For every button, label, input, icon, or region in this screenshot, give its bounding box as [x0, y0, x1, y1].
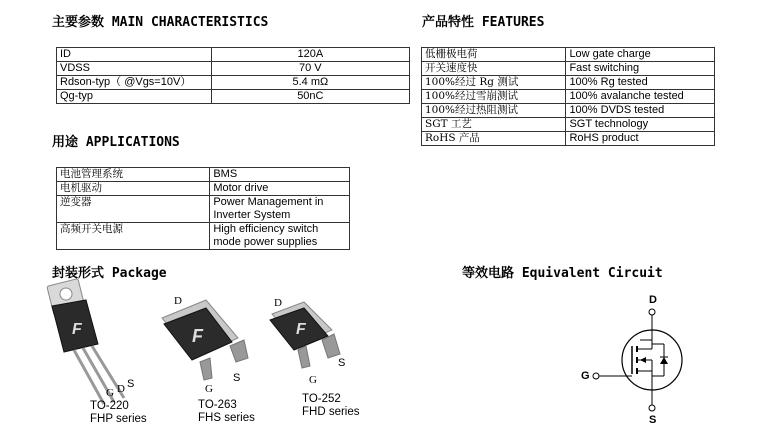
to252-pin-d: D: [274, 297, 282, 309]
feature-cn-cell: 100%经过雪崩测试: [422, 90, 566, 104]
svg-text:F: F: [296, 321, 306, 338]
application-cn-cell: 电池管理系统: [57, 168, 210, 182]
to252-series: FHD series: [302, 406, 360, 418]
features-table: [421, 47, 715, 146]
table-row: [422, 104, 715, 118]
table-row: [422, 48, 715, 62]
application-cn-cell: 高频开关电源: [57, 223, 210, 250]
svg-text:F: F: [72, 321, 82, 338]
table-row: [57, 223, 350, 250]
to252-pin-g: G: [309, 374, 317, 386]
mosfet-circuit-symbol: [590, 300, 700, 420]
to220-name: TO-220: [90, 400, 129, 412]
param-cell: ID: [57, 48, 212, 62]
feature-en-cell: Low gate charge: [566, 48, 715, 62]
features-heading: 产品特性 FEATURES: [422, 15, 545, 30]
to252-package-image: [270, 302, 340, 368]
main-characteristics-heading: 主要参数 MAIN CHARACTERISTICS: [52, 15, 269, 30]
to263-pin-d: D: [174, 295, 182, 307]
package-heading: 封装形式 Package: [52, 266, 167, 281]
value-cell: 70 V: [211, 62, 409, 76]
applications-heading: 用途 APPLICATIONS: [52, 135, 180, 150]
to220-package-image: [47, 279, 124, 404]
to252-name: TO-252: [302, 393, 341, 405]
feature-en-cell: 100% avalanche tested: [566, 90, 715, 104]
param-cell: VDSS: [57, 62, 212, 76]
applications-table: [56, 167, 350, 250]
gate-label: G: [581, 370, 590, 382]
value-cell: 5.4 mΩ: [211, 76, 409, 90]
application-en-cell: Power Management in Inverter System: [210, 196, 350, 223]
equivalent-circuit-heading: 等效电路 Equivalent Circuit: [462, 266, 663, 281]
feature-en-cell: 100% DVDS tested: [566, 104, 715, 118]
application-en-cell: High efficiency switch mode power supplies: [210, 223, 350, 250]
feature-en-cell: RoHS product: [566, 132, 715, 146]
table-row: [57, 48, 410, 62]
table-row: [57, 62, 410, 76]
application-cn-cell: 逆变器: [57, 196, 210, 223]
table-row: [422, 62, 715, 76]
feature-en-cell: Fast switching: [566, 62, 715, 76]
to252-pin-s: S: [338, 357, 346, 369]
source-label: S: [649, 414, 657, 426]
application-en-cell: Motor drive: [210, 182, 350, 196]
table-row: [57, 168, 350, 182]
to220-pin-d: D: [117, 383, 125, 395]
feature-en-cell: 100% Rg tested: [566, 76, 715, 90]
feature-cn-cell: SGT 工艺: [422, 118, 566, 132]
table-row: [57, 196, 350, 223]
feature-en-cell: SGT technology: [566, 118, 715, 132]
to220-pin-g: G: [106, 387, 114, 399]
table-row: [422, 76, 715, 90]
table-row: [57, 76, 410, 90]
table-row: [422, 90, 715, 104]
value-cell: 120A: [211, 48, 409, 62]
feature-cn-cell: RoHS 产品: [422, 132, 566, 146]
feature-cn-cell: 低栅极电荷: [422, 48, 566, 62]
to263-series: FHS series: [198, 412, 255, 424]
to263-name: TO-263: [198, 399, 237, 411]
feature-cn-cell: 100%经过热阻测试: [422, 104, 566, 118]
param-cell: Rdson-typ（ @Vgs=10V）: [57, 76, 212, 90]
feature-cn-cell: 100%经过 Rg 测试: [422, 76, 566, 90]
feature-cn-cell: 开关速度快: [422, 62, 566, 76]
value-cell: 50nC: [211, 90, 409, 104]
application-cn-cell: 电机驱动: [57, 182, 210, 196]
param-cell: Qg-typ: [57, 90, 212, 104]
table-row: [57, 90, 410, 104]
to263-pin-s: S: [233, 372, 241, 384]
main-characteristics-table: [56, 47, 410, 104]
to220-series: FHP series: [90, 413, 147, 425]
to263-package-image: [162, 300, 248, 380]
table-row: [422, 118, 715, 132]
table-row: [422, 132, 715, 146]
application-en-cell: BMS: [210, 168, 350, 182]
table-row: [57, 182, 350, 196]
svg-text:F: F: [192, 326, 203, 346]
to220-pin-s: S: [127, 378, 135, 390]
to263-pin-g: G: [205, 383, 213, 395]
drain-label: D: [649, 294, 657, 306]
